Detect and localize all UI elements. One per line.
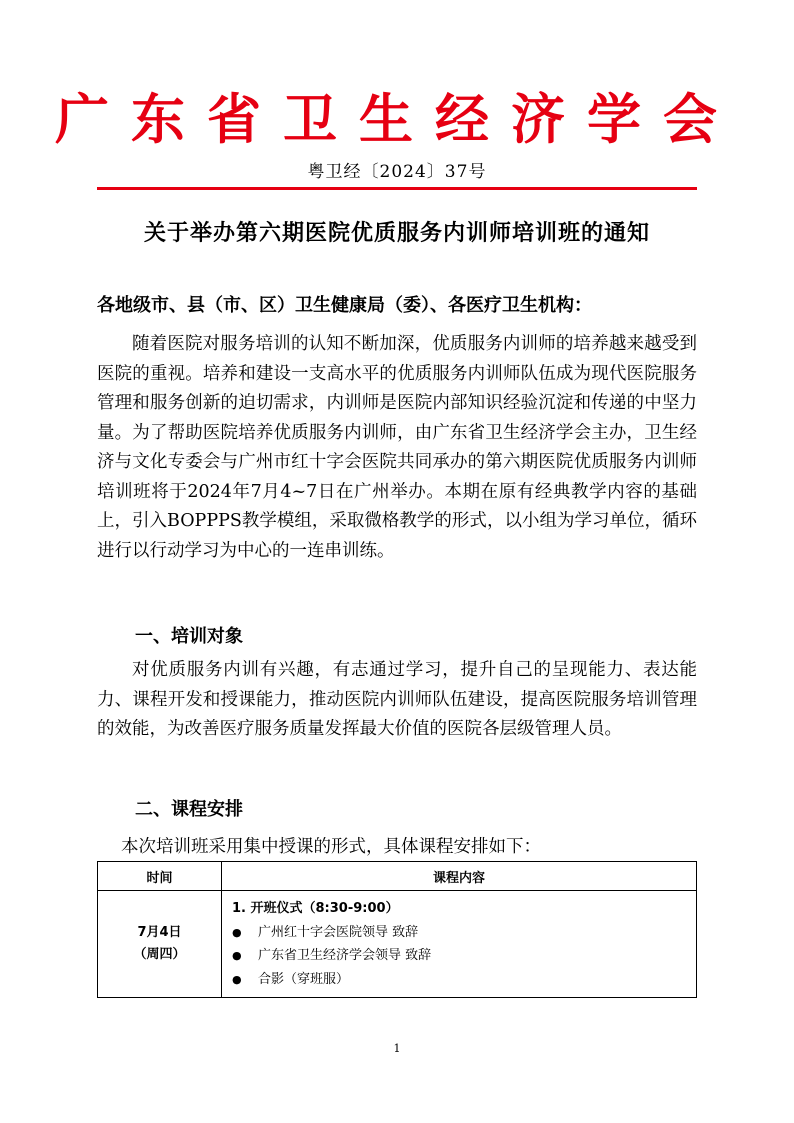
schedule-intro: 本次培训班采用集中授课的形式，具体课程安排如下： [121,837,541,857]
table-row [98,891,697,998]
list-item [232,968,696,992]
list-item [232,921,696,945]
session-title: 1. 开班仪式（8:30-9:00） [232,901,399,916]
document-title: 关于举办第六期医院优质服务内训师培训班的通知 [143,221,650,246]
row-weekday: （周四） [133,947,186,962]
list-item-text: 广州红十字会医院领导 致辞 [258,924,419,940]
list-item-text: 合影（穿班服） [258,971,350,987]
page-number: 1 [393,1042,401,1055]
document-number: 粤卫经〔2024〕37号 [307,162,487,182]
red-divider [97,187,697,190]
list-item-text: 广东省卫生经济学会领导 致辞 [258,948,432,963]
addressee: 各地级市、县（市、区）卫生健康局（委）、各医疗卫生机构： [97,295,592,316]
bullet-icon: ● [232,925,242,939]
bullet-icon: ● [232,949,242,962]
list-item [232,944,696,968]
bullet-icon: ● [232,972,242,986]
content-cell [222,891,697,998]
schedule-table [97,861,697,998]
header-time: 时间 [98,862,222,891]
org-masthead: 广东省卫生经济学会 [55,87,739,151]
section-heading-audience: 一、培训对象 [135,626,243,647]
time-cell [98,891,222,998]
table-header-row [98,862,697,891]
audience-paragraph: 对优质服务内训有兴趣，有志通过学习，提升自己的呈现能力、表达能力、课程开发和授课能力，推动医院内训师队伍建设，提高医院服务培训管理的效能，为改善医疗服务质量发挥最大价值的医院各层级管理人员。 [97,660,697,739]
intro-paragraph: 随着医院对服务培训的认知不断加深，优质服务内训师的培养越来越受到医院的重视。培养和建设一支高水平的优质服务内训师队伍成为现代医院服务管理和服务创新的迫切需求，内训师是医院内部知识经验沉淀和传递的中坚力量。为了帮助医院培养优质服务内训师，由广东省卫生经济学会主办，卫生经济与文化专委会与广州市红十字会医院共同承办的第六期医院优质服务内训师培训班将于2024年7月4~7日在广州举办。本期在原有经典教学内容的基础上，引入BOPPPS教学模组，采取微格教学的形式，以小组为学习单位，循环进行以行动学习为中心的一连串训练。 [97,334,697,561]
section-heading-schedule: 二、课程安排 [135,799,243,820]
row-date: 7月4日 [137,925,182,940]
header-content: 课程内容 [222,862,697,891]
